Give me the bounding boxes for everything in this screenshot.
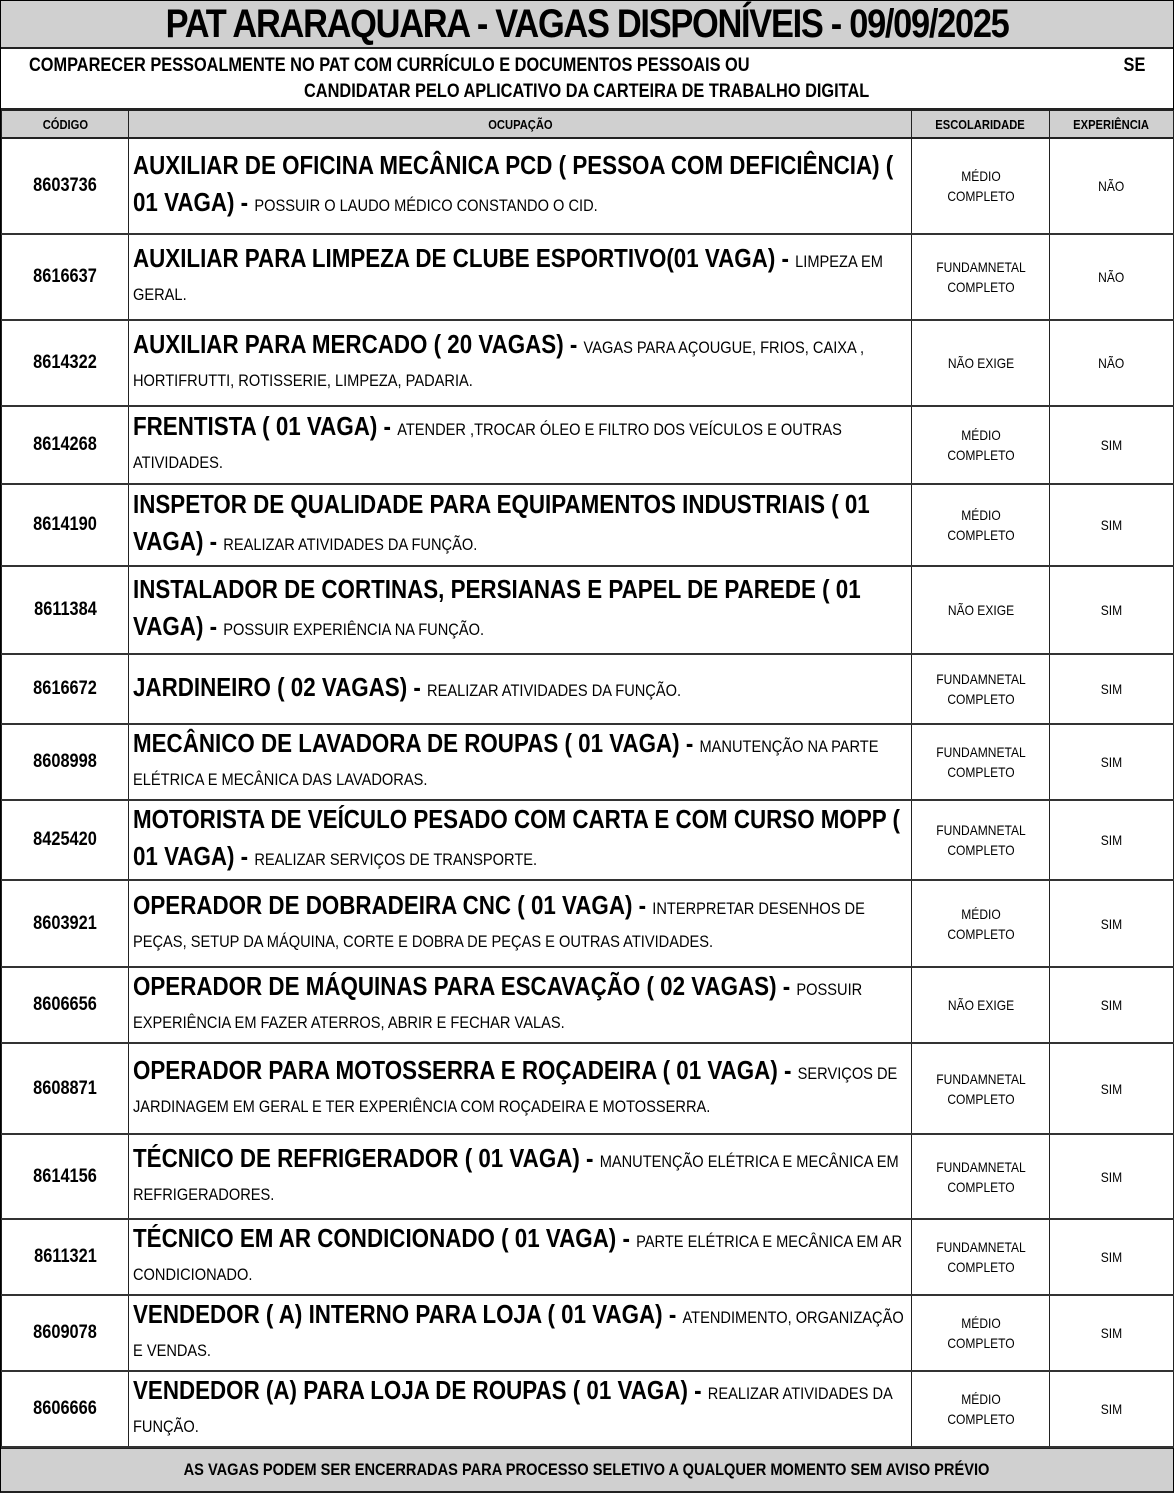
job-code: 8608871 bbox=[33, 1077, 97, 1099]
experience-value: SIM bbox=[1100, 437, 1123, 453]
occupation-title: INSPETOR DE QUALIDADE PARA EQUIPAMENTOS INDUSTRIAIS ( 01 VAGA) - bbox=[133, 489, 870, 556]
education-cell bbox=[912, 967, 1050, 1043]
occupation-description: POSSUIR EXPERIÊNCIA NA FUNÇÃO. bbox=[223, 620, 485, 639]
occupation-text bbox=[133, 1142, 905, 1212]
education-value: FUNDAMNETAL COMPLETO bbox=[935, 1239, 1026, 1275]
job-code-cell bbox=[2, 800, 129, 880]
occupation-title: VENDEDOR (A) PARA LOJA DE ROUPAS ( 01 VAGA) - bbox=[133, 1375, 708, 1405]
education-cell bbox=[912, 566, 1050, 654]
occupation-text bbox=[133, 149, 905, 223]
table-body bbox=[2, 138, 1174, 1447]
job-code: 8614156 bbox=[33, 1165, 97, 1187]
occupation-description: REALIZAR ATIVIDADES DA FUNÇÃO. bbox=[133, 1384, 892, 1436]
occupation-title: TÉCNICO DE REFRIGERADOR ( 01 VAGA) - bbox=[133, 1142, 600, 1173]
occupation-cell bbox=[129, 880, 912, 967]
occupation-cell bbox=[129, 724, 912, 800]
occupation-title: INSTALADOR DE CORTINAS, PERSIANAS E PAPEL DE PAREDE ( 01 VAGA) - bbox=[133, 574, 861, 641]
column-header-occupation bbox=[129, 111, 912, 139]
occupation-description: LIMPEZA EM GERAL. bbox=[133, 252, 883, 304]
occupation-description: ATENDIMENTO, ORGANIZAÇÃO E VENDAS. bbox=[133, 1308, 904, 1360]
job-code-cell bbox=[2, 1371, 129, 1447]
education-value: MÉDIO COMPLETO bbox=[946, 427, 1015, 463]
occupation-title: OPERADOR DE MÁQUINAS PARA ESCAVAÇÃO ( 02 VAGAS) - bbox=[133, 971, 797, 1001]
education-cell bbox=[912, 800, 1050, 880]
education-cell bbox=[912, 1043, 1050, 1134]
table-row bbox=[2, 1295, 1174, 1371]
occupation-description: INTERPRETAR DESENHOS DE PEÇAS, SETUP DA MÁQUINA, CORTE E DOBRA DE PEÇAS E OUTRAS ATIVIDADES. bbox=[133, 898, 865, 951]
education-value: FUNDAMNETAL COMPLETO bbox=[935, 1070, 1026, 1107]
table-row bbox=[2, 880, 1174, 967]
occupation-cell bbox=[129, 484, 912, 566]
table-row bbox=[2, 320, 1174, 406]
job-code: 8616672 bbox=[33, 678, 97, 699]
education-cell bbox=[912, 1295, 1050, 1371]
table-row bbox=[2, 566, 1174, 654]
table-row bbox=[2, 1043, 1174, 1134]
page-title: PAT ARARAQUARA - VAGAS DISPONÍVEIS - 09/09/2025 bbox=[165, 1, 1009, 46]
occupation-title: AUXILIAR DE OFICINA MECÂNICA PCD ( PESSOA COM DEFICIÊNCIA) ( 01 VAGA) - bbox=[133, 150, 894, 217]
table-row bbox=[2, 724, 1174, 800]
occupation-text bbox=[133, 889, 905, 959]
education-value: NÃO EXIGE bbox=[947, 997, 1014, 1013]
experience-cell bbox=[1050, 654, 1174, 724]
education-cell bbox=[912, 320, 1050, 406]
notice-line-2-wrap bbox=[1, 81, 1173, 103]
occupation-description: REALIZAR ATIVIDADES DA FUNÇÃO. bbox=[427, 680, 682, 700]
occupation-title: JARDINEIRO ( 02 VAGAS) - bbox=[133, 671, 428, 702]
experience-cell bbox=[1050, 1043, 1174, 1134]
experience-cell bbox=[1050, 234, 1174, 320]
education-cell bbox=[912, 138, 1050, 234]
experience-cell bbox=[1050, 484, 1174, 566]
education-value: MÉDIO COMPLETO bbox=[946, 168, 1015, 204]
table-row bbox=[2, 484, 1174, 566]
education-cell bbox=[912, 880, 1050, 967]
experience-value: SIM bbox=[1100, 602, 1123, 618]
occupation-cell bbox=[129, 566, 912, 654]
job-code: 8425420 bbox=[33, 829, 97, 850]
occupation-text bbox=[133, 1374, 905, 1444]
job-code-cell bbox=[2, 724, 129, 800]
occupation-text bbox=[133, 1298, 905, 1368]
column-header-label: ESCOLARIDADE bbox=[935, 116, 1026, 132]
column-header-label: OCUPAÇÃO bbox=[487, 116, 553, 132]
table-row bbox=[2, 406, 1174, 484]
occupation-description: VAGAS PARA AÇOUGUE, FRIOS, CAIXA , HORTIFRUTTI, ROTISSERIE, LIMPEZA, PADARIA. bbox=[133, 338, 865, 390]
occupation-description: REALIZAR ATIVIDADES DA FUNÇÃO. bbox=[223, 535, 478, 554]
occupation-title: OPERADOR DE DOBRADEIRA CNC ( 01 VAGA) - bbox=[133, 889, 653, 920]
experience-cell bbox=[1050, 1295, 1174, 1371]
occupation-text bbox=[133, 1222, 905, 1292]
education-cell bbox=[912, 406, 1050, 484]
occupation-title: AUXILIAR PARA MERCADO ( 20 VAGAS) - bbox=[133, 329, 584, 359]
education-cell bbox=[912, 1219, 1050, 1295]
education-value: MÉDIO COMPLETO bbox=[946, 507, 1015, 543]
job-code-cell bbox=[2, 880, 129, 967]
occupation-title: OPERADOR PARA MOTOSSERRA E ROÇADEIRA ( 01 VAGA) - bbox=[133, 1054, 798, 1085]
column-header-label: EXPERIÊNCIA bbox=[1073, 116, 1150, 132]
job-code: 8614322 bbox=[33, 352, 97, 373]
job-code-cell bbox=[2, 566, 129, 654]
table-row bbox=[2, 234, 1174, 320]
occupation-title: TÉCNICO EM AR CONDICIONADO ( 01 VAGA) - bbox=[133, 1223, 637, 1253]
occupation-title: MOTORISTA DE VEÍCULO PESADO COM CARTA E COM CURSO MOPP ( 01 VAGA) - bbox=[133, 804, 900, 871]
experience-cell bbox=[1050, 320, 1174, 406]
job-code-cell bbox=[2, 1219, 129, 1295]
column-header-label: CÓDIGO bbox=[42, 116, 88, 132]
footer-disclaimer bbox=[1, 1448, 1173, 1491]
occupation-cell bbox=[129, 1371, 912, 1447]
education-value: NÃO EXIGE bbox=[947, 355, 1014, 371]
instructions-notice bbox=[1, 49, 1173, 110]
education-cell bbox=[912, 1134, 1050, 1219]
experience-value: SIM bbox=[1100, 997, 1123, 1013]
occupation-title: FRENTISTA ( 01 VAGA) - bbox=[133, 411, 398, 441]
occupation-cell bbox=[129, 654, 912, 724]
job-code-cell bbox=[2, 234, 129, 320]
table-row bbox=[2, 1371, 1174, 1447]
occupation-text bbox=[133, 242, 905, 312]
occupation-description: POSSUIR EXPERIÊNCIA EM FAZER ATERROS, ABRIR E FECHAR VALAS. bbox=[133, 980, 863, 1032]
education-cell bbox=[912, 654, 1050, 724]
job-code: 8606666 bbox=[33, 1398, 97, 1419]
job-code: 8614190 bbox=[33, 514, 97, 535]
column-header-experience bbox=[1050, 111, 1174, 139]
education-cell bbox=[912, 484, 1050, 566]
occupation-text bbox=[133, 1054, 905, 1124]
footer-text: AS VAGAS PODEM SER ENCERRADAS PARA PROCESSO SELETIVO A QUALQUER MOMENTO SEM AVISO PRÉVIO bbox=[184, 1460, 990, 1479]
occupation-cell bbox=[129, 1043, 912, 1134]
occupation-cell bbox=[129, 1219, 912, 1295]
education-value: MÉDIO COMPLETO bbox=[946, 905, 1015, 942]
education-value: NÃO EXIGE bbox=[947, 602, 1014, 618]
table-row bbox=[2, 1219, 1174, 1295]
experience-value: SIM bbox=[1100, 1080, 1123, 1097]
occupation-description: SERVIÇOS DE JARDINAGEM EM GERAL E TER EXPERIÊNCIA COM ROÇADEIRA E MOTOSSERRA. bbox=[133, 1063, 898, 1116]
occupation-description: PARTE ELÉTRICA E MECÂNICA EM AR CONDICIONADO. bbox=[133, 1232, 903, 1284]
experience-cell bbox=[1050, 406, 1174, 484]
education-value: FUNDAMNETAL COMPLETO bbox=[935, 822, 1026, 858]
education-value: FUNDAMNETAL COMPLETO bbox=[935, 259, 1026, 295]
experience-value: SIM bbox=[1100, 1401, 1123, 1417]
job-code: 8603736 bbox=[33, 175, 97, 196]
education-value: MÉDIO COMPLETO bbox=[946, 1315, 1015, 1351]
occupation-text bbox=[133, 727, 905, 797]
job-code-cell bbox=[2, 406, 129, 484]
occupation-description: MANUTENÇÃO NA PARTE ELÉTRICA E MECÂNICA DAS LAVADORAS. bbox=[133, 737, 879, 789]
job-code-cell bbox=[2, 484, 129, 566]
table-row bbox=[2, 138, 1174, 234]
experience-cell bbox=[1050, 967, 1174, 1043]
occupation-cell bbox=[129, 1295, 912, 1371]
job-code: 8611321 bbox=[33, 1246, 97, 1267]
table-row bbox=[2, 654, 1174, 724]
job-code: 8611384 bbox=[33, 599, 97, 620]
occupation-text bbox=[133, 328, 905, 398]
experience-value: SIM bbox=[1100, 1168, 1123, 1185]
occupation-text bbox=[133, 410, 905, 480]
education-value: FUNDAMNETAL COMPLETO bbox=[935, 1158, 1026, 1195]
occupation-text bbox=[133, 671, 905, 708]
job-code-cell bbox=[2, 967, 129, 1043]
job-code: 8606656 bbox=[33, 994, 97, 1015]
experience-cell bbox=[1050, 1219, 1174, 1295]
notice-line-2: CANDIDATAR PELO APLICATIVO DA CARTEIRA DE TRABALHO DIGITAL bbox=[304, 81, 870, 102]
experience-value: SIM bbox=[1100, 681, 1123, 697]
experience-value: NÃO bbox=[1098, 178, 1125, 194]
vacancies-table bbox=[1, 110, 1174, 1448]
job-code: 8603921 bbox=[33, 912, 97, 934]
occupation-description: ATENDER ,TROCAR ÓLEO E FILTRO DOS VEÍCULOS E OUTRAS ATIVIDADES. bbox=[133, 420, 842, 472]
experience-cell bbox=[1050, 800, 1174, 880]
experience-value: SIM bbox=[1100, 517, 1123, 533]
education-value: FUNDAMNETAL COMPLETO bbox=[935, 671, 1026, 707]
experience-value: SIM bbox=[1100, 1325, 1123, 1341]
education-cell bbox=[912, 1371, 1050, 1447]
occupation-description: MANUTENÇÃO ELÉTRICA E MECÂNICA EM REFRIGERADORES. bbox=[133, 1151, 899, 1204]
job-code: 8609078 bbox=[33, 1322, 97, 1343]
table-row bbox=[2, 1134, 1174, 1219]
education-value: FUNDAMNETAL COMPLETO bbox=[935, 744, 1026, 780]
occupation-title: MECÂNICO DE LAVADORA DE ROUPAS ( 01 VAGA) - bbox=[133, 728, 700, 758]
page-title-bar bbox=[1, 1, 1173, 49]
education-value: MÉDIO COMPLETO bbox=[946, 1391, 1015, 1427]
education-cell bbox=[912, 724, 1050, 800]
occupation-description: REALIZAR SERVIÇOS DE TRANSPORTE. bbox=[254, 850, 538, 869]
occupation-text bbox=[133, 803, 905, 877]
experience-cell bbox=[1050, 880, 1174, 967]
job-code-cell bbox=[2, 654, 129, 724]
occupation-cell bbox=[129, 138, 912, 234]
occupation-text bbox=[133, 970, 905, 1040]
occupation-text bbox=[133, 573, 905, 647]
table-row bbox=[2, 800, 1174, 880]
column-header-education bbox=[912, 111, 1050, 139]
experience-cell bbox=[1050, 566, 1174, 654]
experience-cell bbox=[1050, 724, 1174, 800]
job-code-cell bbox=[2, 138, 129, 234]
occupation-description: POSSUIR O LAUDO MÉDICO CONSTANDO O CID. bbox=[254, 196, 598, 215]
occupation-cell bbox=[129, 967, 912, 1043]
experience-cell bbox=[1050, 138, 1174, 234]
experience-cell bbox=[1050, 1134, 1174, 1219]
experience-value: SIM bbox=[1100, 1249, 1123, 1265]
experience-value: NÃO bbox=[1098, 355, 1125, 371]
occupation-cell bbox=[129, 1134, 912, 1219]
job-code: 8614268 bbox=[33, 434, 97, 455]
table-header-row bbox=[2, 111, 1174, 139]
occupation-text bbox=[133, 488, 905, 562]
occupation-title: AUXILIAR PARA LIMPEZA DE CLUBE ESPORTIVO(01 VAGA) - bbox=[133, 243, 796, 273]
table-row bbox=[2, 967, 1174, 1043]
experience-value: SIM bbox=[1100, 754, 1123, 770]
occupation-cell bbox=[129, 800, 912, 880]
experience-value: SIM bbox=[1100, 832, 1123, 848]
occupation-title: VENDEDOR ( A) INTERNO PARA LOJA ( 01 VAGA) - bbox=[133, 1299, 683, 1329]
job-code: 8616637 bbox=[33, 266, 97, 287]
occupation-cell bbox=[129, 406, 912, 484]
education-cell bbox=[912, 234, 1050, 320]
column-header-code bbox=[2, 111, 129, 139]
experience-value: NÃO bbox=[1098, 269, 1125, 285]
occupation-cell bbox=[129, 320, 912, 406]
job-code-cell bbox=[2, 1295, 129, 1371]
experience-cell bbox=[1050, 1371, 1174, 1447]
notice-line-1-end: SE bbox=[1123, 55, 1145, 76]
job-code-cell bbox=[2, 1134, 129, 1219]
notice-line-1: COMPARECER PESSOALMENTE NO PAT COM CURRÍCULO E DOCUMENTOS PESSOAIS OU bbox=[29, 55, 750, 76]
job-code: 8608998 bbox=[33, 751, 97, 772]
experience-value: SIM bbox=[1100, 915, 1123, 932]
job-code-cell bbox=[2, 320, 129, 406]
job-code-cell bbox=[2, 1043, 129, 1134]
occupation-cell bbox=[129, 234, 912, 320]
